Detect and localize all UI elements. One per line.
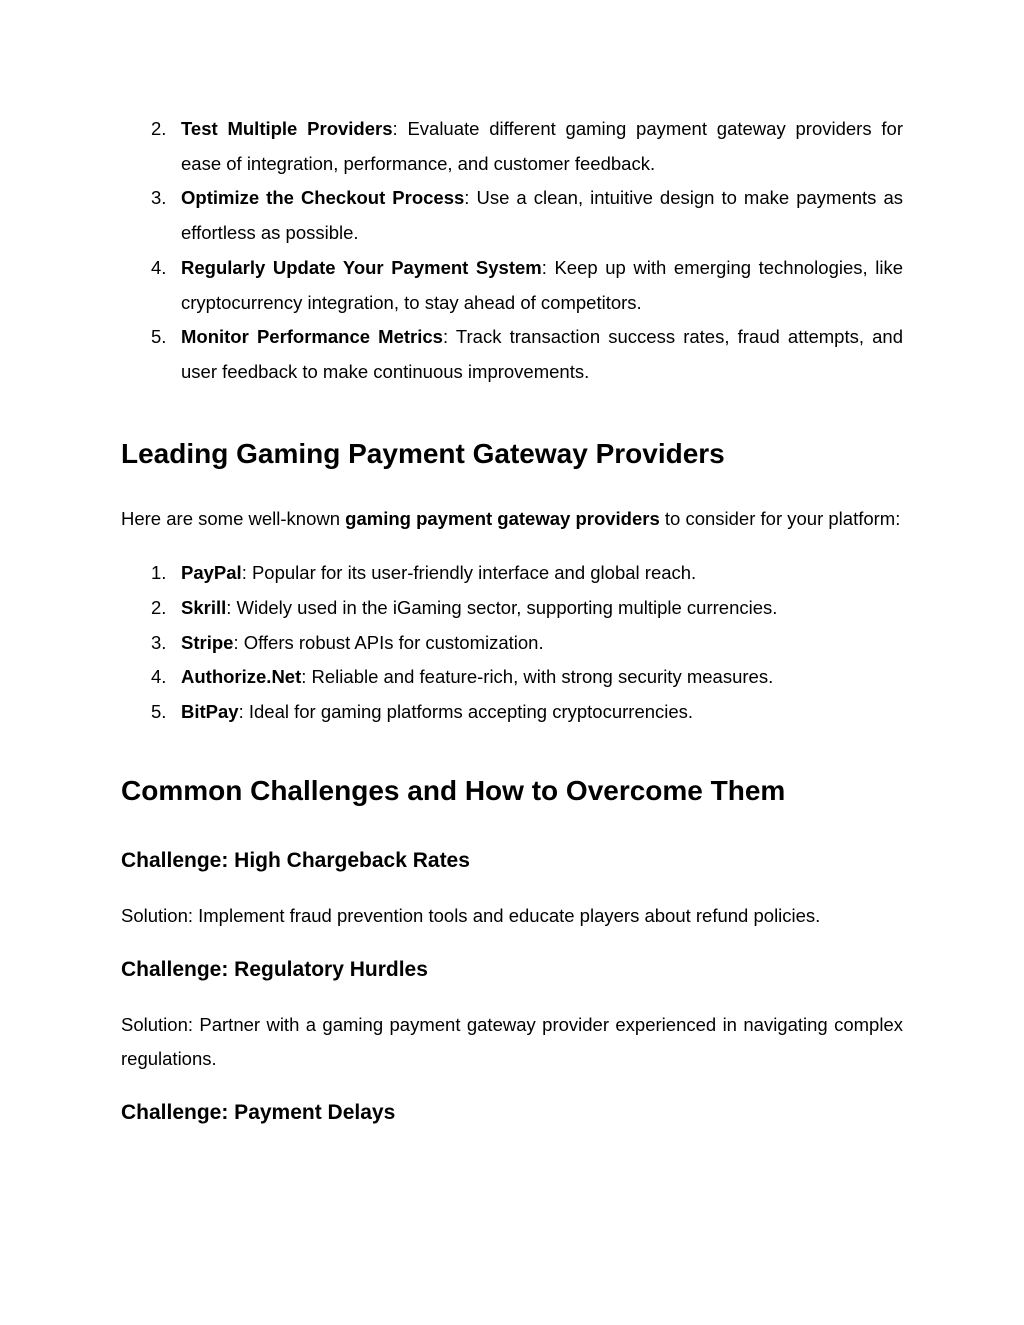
list-item-title: Regularly Update Your Payment System [181, 256, 542, 278]
list-item [121, 660, 903, 695]
providers-intro [121, 502, 903, 537]
provider-description: : Widely used in the iGaming sector, supporting multiple currencies. [226, 597, 778, 619]
list-item-title: Optimize the Checkout Process [181, 187, 465, 209]
provider-description: : Popular for its user-friendly interface and global reach. [241, 562, 697, 584]
challenge-solution: Solution: Implement fraud prevention tools and educate players about refund policies. [121, 904, 821, 926]
list-item-text: : Track transaction success rates, fraud attempts, and user feedback to make continuous improvements. [181, 326, 903, 382]
list-number: 5. [151, 701, 167, 723]
best-practices-list [121, 112, 903, 390]
list-number: 2. [151, 597, 167, 619]
list-item-title: Test Multiple Providers [181, 118, 393, 139]
challenges-heading: Common Challenges and How to Overcome Them [121, 774, 786, 806]
challenge-solution: Solution: Partner with a gaming payment gateway provider experienced in navigating complex regulations. [121, 1013, 903, 1070]
intro-bold-text: gaming payment gateway providers [345, 507, 660, 529]
list-item-title: Monitor Performance Metrics [181, 326, 443, 348]
list-item [121, 181, 903, 250]
list-item [121, 626, 903, 661]
provider-name: Skrill [181, 597, 227, 619]
provider-description: : Reliable and feature-rich, with strong security measures. [301, 666, 774, 688]
list-item [121, 695, 903, 730]
challenge-title: Challenge: Regulatory Hurdles [121, 957, 428, 981]
list-item-text: : Evaluate different gaming payment gateway providers for ease of integration, performance, and customer feedback. [181, 118, 903, 174]
list-item [121, 112, 903, 181]
list-number: 3. [151, 631, 167, 653]
provider-name: BitPay [181, 701, 239, 723]
providers-list [121, 556, 903, 730]
list-number: 4. [151, 256, 167, 278]
list-item [121, 251, 903, 320]
list-number: 3. [151, 187, 167, 209]
list-number: 5. [151, 326, 167, 348]
provider-name: Stripe [181, 631, 234, 653]
providers-heading: Leading Gaming Payment Gateway Providers [121, 437, 725, 469]
challenge-title: Challenge: Payment Delays [121, 1100, 396, 1124]
list-item [121, 591, 903, 626]
document-page [121, 112, 903, 1126]
list-item [121, 320, 903, 389]
list-number: 1. [151, 562, 167, 584]
intro-text-before: Here are some well-known [121, 507, 346, 529]
list-number: 2. [151, 118, 167, 139]
provider-description: : Offers robust APIs for customization. [233, 631, 544, 653]
list-item-text: : Keep up with emerging technologies, like cryptocurrency integration, to stay ahead of competitors. [181, 256, 903, 313]
list-item-text: : Use a clean, intuitive design to make payments as effortless as possible. [181, 187, 903, 244]
list-item [121, 556, 903, 591]
provider-name: PayPal [181, 562, 242, 584]
provider-description: : Ideal for gaming platforms accepting cryptocurrencies. [238, 701, 694, 723]
intro-text-after: to consider for your platform: [659, 507, 901, 529]
list-number: 4. [151, 666, 167, 688]
provider-name: Authorize.Net [181, 666, 302, 688]
challenge-title: Challenge: High Chargeback Rates [121, 848, 470, 872]
